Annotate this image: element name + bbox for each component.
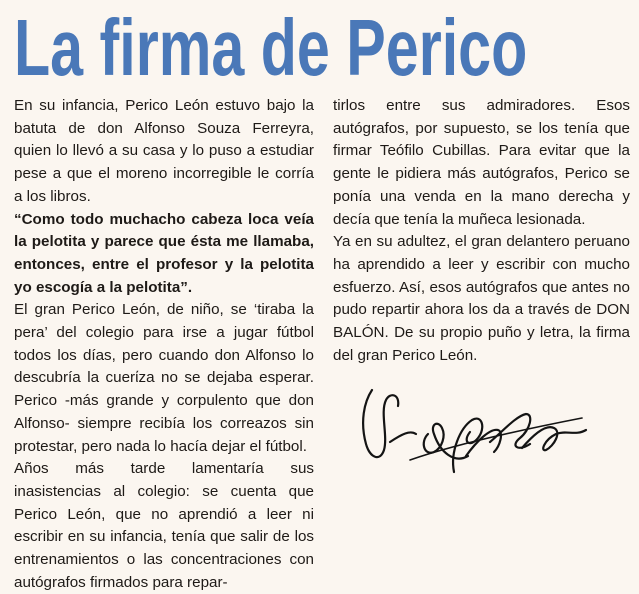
paragraph-autographs: tirlos entre sus admiradores. Esos autógrafos, por supuesto, se los tenía que firmar Teófilo Cubillas. Para evitar que la gente le pidiera más autógrafos, Perico se ponía una venda en la mano derecha y decía que tenía la muñeca lesionada. — [333, 97, 630, 228]
right-column — [333, 95, 630, 367]
paragraph-quote: “Como todo muchacho cabeza loca veía la pelotita y parece que ésta me llamaba, entonces, entre el profesor y la pelotita yo escogía a la pelotita”. — [14, 210, 314, 296]
handwritten-signature — [350, 372, 610, 492]
paragraph-intro: En su infancia, Perico León estuvo bajo la batuta de don Alfonso Souza Ferreyra, quien lo llevó a su casa y lo puso a estudiar pese a que el moreno incorregible le corría a los libros. — [14, 97, 314, 205]
paragraph-later-years: Años más tarde lamentaría sus inasistencias al colegio: se cuenta que Perico León, que no aprendió a leer ni escribir en su infancia, tenía que salir de los entrenamientos o las concentraciones con autógrafos firmados para repar- — [14, 460, 314, 591]
article-title: La firma de Perico — [14, 3, 528, 92]
paragraph-adulthood: Ya en su adultez, el gran delantero peruano ha aprendido a leer y escribir con mucho esfuerzo. Así, esos autógrafos que antes no pudo repartir ahora los da a través de DON BALÓN. De su propio puño y letra, la firma del gran Perico León. — [333, 233, 630, 364]
left-column — [14, 95, 314, 594]
paragraph-childhood: El gran Perico León, de niño, se ‘tiraba la pera’ del colegio para irse a jugar fútbol todos los días, pero cuando don Alfonso lo descubría la cuerίza no se dejaba esperar. Perico -más grande y corpulento que don Alfonso- siempre recibía los correazos sin protestar, pero nada lo hacía dejar el fútbol. — [14, 301, 314, 455]
